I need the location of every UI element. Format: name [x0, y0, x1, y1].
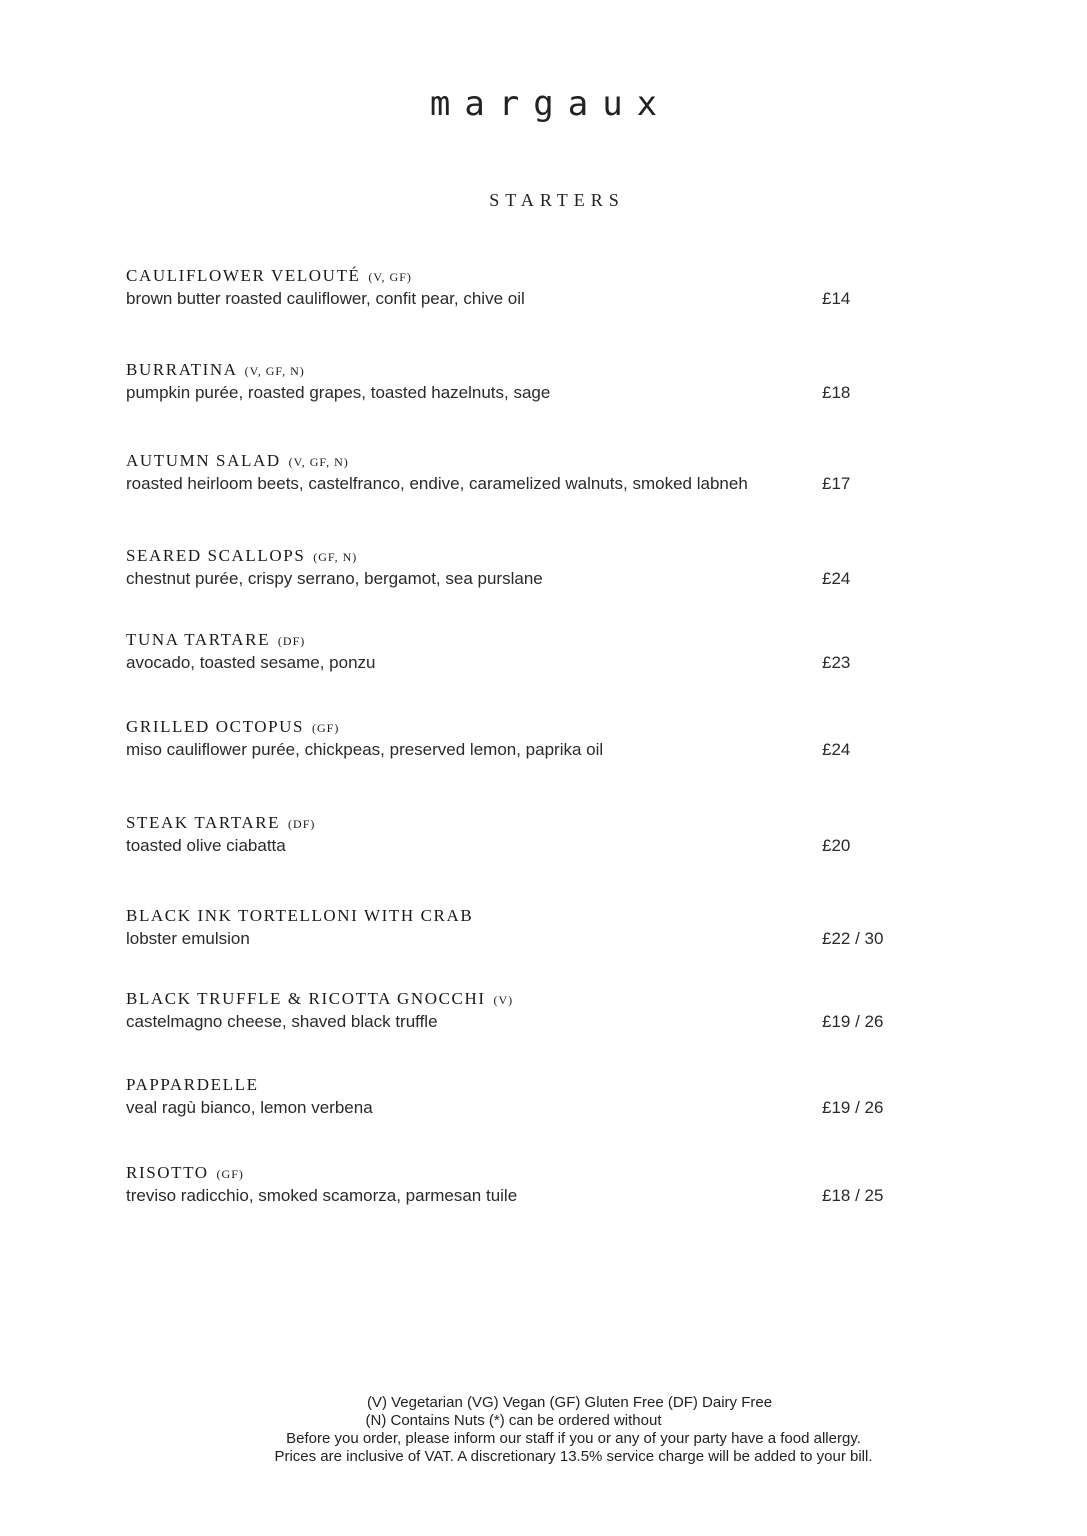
- item-price: £14: [822, 289, 851, 308]
- item-description: roasted heirloom beets, castelfranco, endive, caramelized walnuts, smoked labneh: [126, 474, 748, 493]
- item-description: avocado, toasted sesame, ponzu: [126, 653, 376, 672]
- item-price: £17: [822, 474, 851, 493]
- item-description: miso cauliflower purée, chickpeas, preserved lemon, paprika oil: [126, 740, 604, 759]
- vat-notice: Prices are inclusive of VAT. A discretionary 13.5% service charge will be added to your bill.: [274, 1448, 873, 1465]
- menu-item: [126, 546, 926, 590]
- menu-item: [126, 451, 926, 495]
- menu-item: [126, 360, 926, 404]
- nuts-legend: (N) Contains Nuts (*) can be ordered without: [365, 1412, 662, 1429]
- item-name: BLACK TRUFFLE & RICOTTA GNOCCHI: [126, 989, 486, 1008]
- dietary-tags: (V, GF, N): [244, 364, 305, 378]
- item-price: £24: [822, 740, 851, 759]
- item-name: PAPPARDELLE: [126, 1075, 259, 1094]
- dietary-tags: (V, GF, N): [288, 455, 349, 469]
- dietary-tags: (GF, N): [313, 550, 358, 564]
- item-description: brown butter roasted cauliflower, confit pear, chive oil: [126, 289, 525, 308]
- menu-item: [126, 1163, 926, 1207]
- item-name: GRILLED OCTOPUS: [126, 717, 305, 736]
- dietary-tags: (DF): [277, 634, 306, 648]
- item-name: AUTUMN SALAD: [126, 451, 281, 470]
- section-title: STARTERS: [489, 190, 625, 210]
- item-price: £18 / 25: [822, 1186, 884, 1205]
- menu-item: [126, 906, 926, 950]
- menu-item: [126, 266, 926, 310]
- item-description: chestnut purée, crispy serrano, bergamot, sea purslane: [126, 569, 543, 588]
- dietary-tags: (GF): [311, 721, 340, 735]
- item-price: £19 / 26: [822, 1012, 884, 1031]
- item-description: veal ragù bianco, lemon verbena: [126, 1098, 373, 1117]
- item-description: toasted olive ciabatta: [126, 836, 286, 855]
- restaurant-logo: margaux: [429, 84, 672, 124]
- item-name: STEAK TARTARE: [126, 813, 281, 832]
- item-description: pumpkin purée, roasted grapes, toasted hazelnuts, sage: [126, 383, 551, 402]
- allergy-notice: Before you order, please inform our staff if you or any of your party have a food allergy.: [286, 1430, 861, 1447]
- dietary-tags: (V): [493, 993, 514, 1007]
- item-price: £18: [822, 383, 851, 402]
- item-name: BURRATINA: [126, 360, 237, 379]
- dietary-tags: (DF): [288, 817, 316, 831]
- item-name: TUNA TARTARE: [126, 630, 271, 649]
- menu-item: [126, 813, 926, 857]
- menu-item: [126, 1075, 926, 1119]
- item-price: £19 / 26: [822, 1098, 884, 1117]
- item-name: CAULIFLOWER VELOUTÉ: [126, 266, 361, 285]
- item-description: treviso radicchio, smoked scamorza, parmesan tuile: [126, 1186, 518, 1205]
- item-name: BLACK INK TORTELLONI WITH CRAB: [126, 906, 474, 925]
- dietary-legend: (V) Vegetarian (VG) Vegan (GF) Gluten Free (DF) Dairy Free: [366, 1394, 773, 1411]
- menu-item: [126, 989, 926, 1033]
- item-name: SEARED SCALLOPS: [126, 546, 306, 565]
- item-description: lobster emulsion: [126, 929, 250, 948]
- menu-footer: [0, 1394, 1087, 1466]
- item-price: £22 / 30: [822, 929, 884, 948]
- item-name: RISOTTO: [126, 1163, 209, 1182]
- dietary-tags: (V, GF): [368, 270, 412, 284]
- item-price: £24: [822, 569, 851, 588]
- menu-item: [126, 630, 926, 674]
- item-description: castelmagno cheese, shaved black truffle: [126, 1012, 438, 1031]
- item-price: £23: [822, 653, 851, 672]
- item-price: £20: [822, 836, 851, 855]
- menu-item: [126, 717, 926, 761]
- dietary-tags: (GF): [216, 1167, 244, 1181]
